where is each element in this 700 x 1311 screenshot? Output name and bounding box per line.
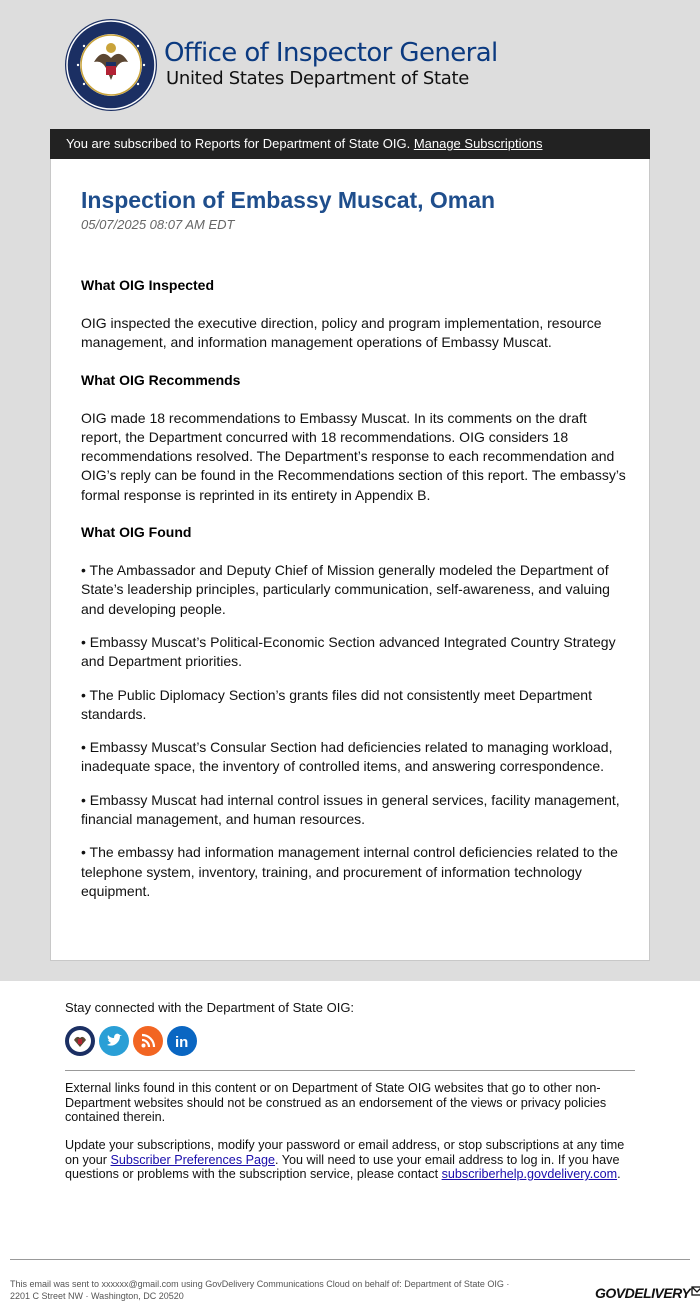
govdelivery-logo[interactable]: GOVDELIVERY	[595, 1285, 700, 1301]
subscription-text: You are subscribed to Reports for Department of State OIG.	[66, 136, 414, 151]
svg-text:in: in	[175, 1034, 189, 1051]
paragraph-inspected: OIG inspected the executive direction, policy and program implementation, resource management, and information management operations of Embassy Muscat.	[81, 315, 602, 351]
subscription-bar	[50, 129, 650, 159]
finding-item: • Embassy Muscat’s Political-Economic Section advanced Integrated Country Strategy and Department priorities.	[81, 633, 616, 670]
subscriber-help-link[interactable]: subscriberhelp.govdelivery.com	[441, 1167, 618, 1182]
update-subscriptions-text: Update your subscriptions, modify your password or email address, or stop subscriptions at any time on your Subscriber Preferences Page. You will need to use your email address to log in. If you have questions or problems with the subscription service, please contact subscriberhelp.govdelivery.com.	[65, 1138, 625, 1182]
header-subtitle: United States Department of State	[166, 68, 470, 89]
article-date: 05/07/2025 08:07 AM EDT	[81, 217, 235, 232]
paragraph-recommends: OIG made 18 recommendations to Embassy Muscat. In its comments on the draft report, the Department concurred with 18 recommendations. OIG considers 18 recommendations resolved. The Department’s response to each recommendation and OIG’s reply can be found in the Recommendations section of this report. The embassy’s formal response is reprinted in its entirety in Appendix B.	[81, 409, 626, 503]
article-title: Inspection of Embassy Muscat, Oman	[81, 187, 496, 213]
footer	[65, 1000, 635, 1182]
section-heading-found: What OIG Found	[81, 524, 192, 541]
manage-subscriptions-link[interactable]: Manage Subscriptions	[413, 136, 543, 151]
finding-item: • The Public Diplomacy Section’s grants files did not consistently meet Department standards.	[81, 686, 592, 722]
stay-connected-text: Stay connected with the Department of State OIG:	[65, 1000, 355, 1015]
finding-item: • The embassy had information management internal control deficiencies related to the telephone system, inventory, training, and procurement of information technology equipment.	[81, 844, 618, 899]
section-heading-recommends: What OIG Recommends	[81, 371, 241, 388]
finding-item: • The Ambassador and Deputy Chief of Mission generally modeled the Department of State’s leadership principles, particularly communication, self-awareness, and valuing and developing people.	[81, 562, 610, 617]
article-body	[81, 185, 626, 901]
envelope-icon	[691, 1285, 700, 1297]
rss-icon[interactable]	[133, 1026, 163, 1056]
external-links-disclaimer: External links found in this content or on Department of State OIG websites that go to other non-Department websites should not be construed as an endorsement of the views or privacy policies contained therein.	[65, 1081, 607, 1125]
article-card	[50, 159, 650, 961]
oig-header	[64, 18, 498, 114]
finding-item: • Embassy Muscat had internal control issues in general services, facility management, financial management, and human resources.	[81, 791, 620, 828]
state-seal-icon[interactable]	[65, 1026, 95, 1056]
header-title: Office of Inspector General	[164, 38, 498, 68]
legal-notice	[10, 1278, 570, 1302]
footer-divider	[65, 1070, 635, 1071]
section-heading-inspected: What OIG Inspected	[81, 277, 215, 293]
legal-line-1: This email was sent to xxxxxx@gmail.com using GovDelivery Communications Cloud on behalf of: Department of State OIG ·	[10, 1279, 510, 1289]
linkedin-icon[interactable]	[167, 1026, 197, 1056]
twitter-icon[interactable]	[99, 1026, 129, 1056]
subscriber-preferences-link[interactable]: Subscriber Preferences Page	[110, 1152, 276, 1167]
finding-item: • Embassy Muscat’s Consular Section had deficiencies related to managing workload, inadequate space, the inventory of controlled items, and answering correspondence.	[81, 739, 613, 775]
bottom-divider	[10, 1259, 690, 1260]
oig-seal-icon	[64, 18, 158, 112]
legal-line-2: 2201 C Street NW · Washington, DC 20520	[10, 1291, 184, 1301]
